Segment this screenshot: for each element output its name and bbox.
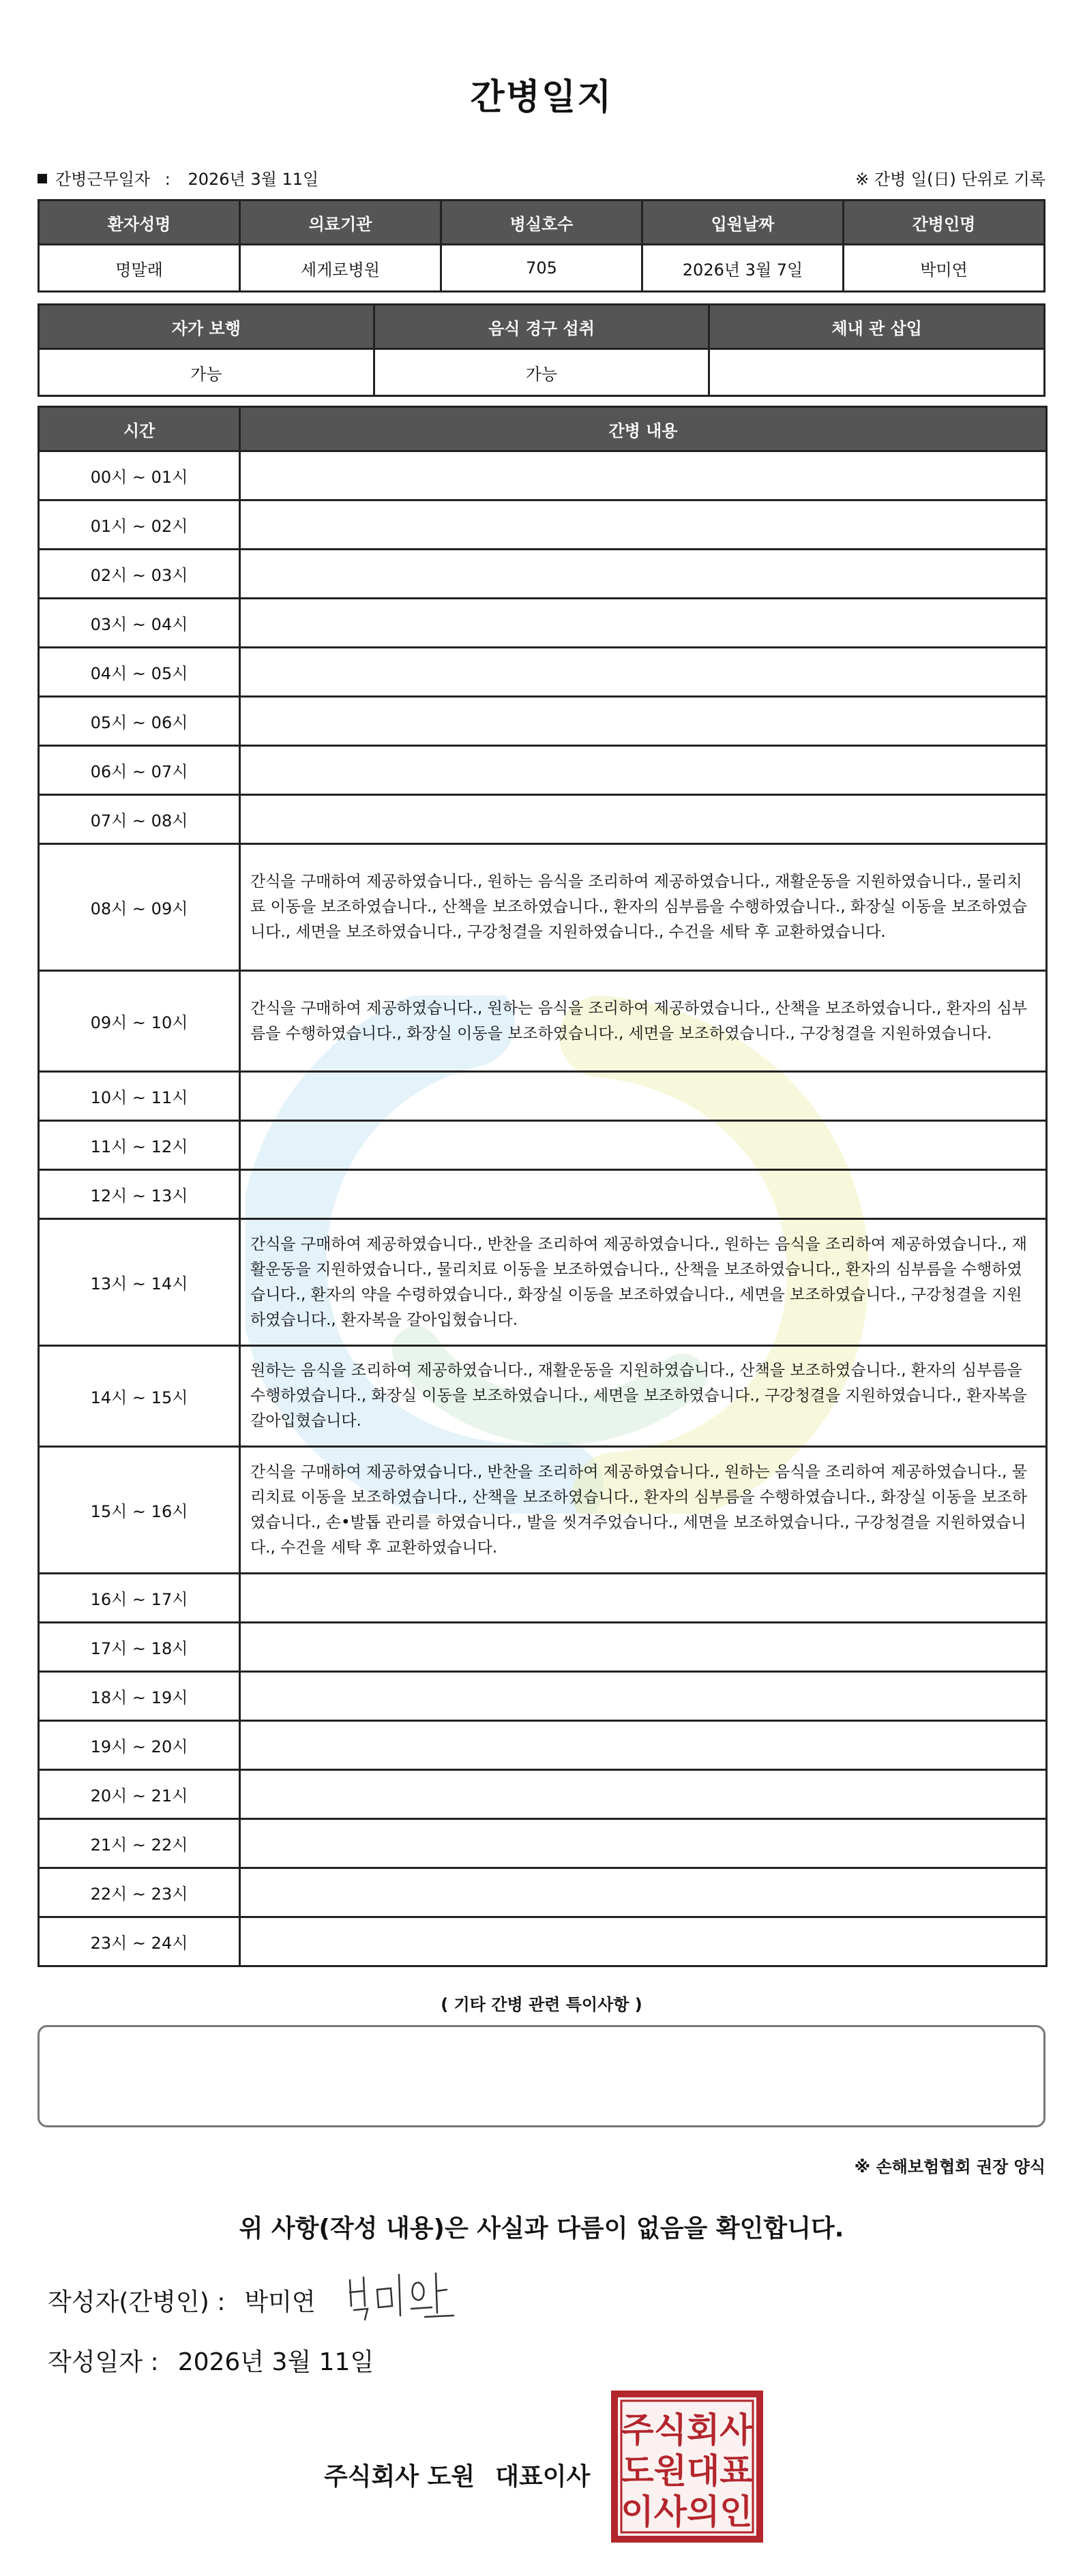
work-date-value: 2026년 3월 11일 [188,170,319,189]
time-slot: 23시 ~ 24시 [39,1917,240,1966]
time-slot: 18시 ~ 19시 [39,1672,240,1721]
company-ceo-title: 대표이사 [495,2463,591,2491]
care-content: 간식을 구매하여 제공하였습니다., 원하는 음식을 조리하여 제공하였습니다., 산책을 보조하였습니다., 환자의 심부름을 수행하였습니다., 화장실 이동을 보조하였습니다., 세면을 보조하였습니다., 구강청결을 지원하였습니다. [240,971,1047,1072]
unit-note: ※ 간병 일(日) 단위로 기록 [855,170,1045,189]
table-row [39,697,1047,746]
care-content [240,451,1047,500]
care-content [240,500,1047,550]
seal-line-2: 도원대표 [621,2451,753,2491]
writer-line [48,2283,316,2318]
caregiver-name-value: 박미연 [844,245,1045,292]
time-slot: 12시 ~ 13시 [39,1170,240,1219]
seal-line-3: 이사의인 [621,2492,753,2532]
header-patient-name: 환자성명 [39,200,240,245]
recommendation-note: ※ 손해보험협회 권장 양식 [854,2157,1045,2176]
written-date-label: 작성일자 : [48,2348,159,2376]
care-content [240,1868,1047,1917]
time-slot: 13시 ~ 14시 [39,1219,240,1346]
table-row [39,648,1047,697]
time-slot: 02시 ~ 03시 [39,550,240,599]
time-slot: 05시 ~ 06시 [39,697,240,746]
time-slot: 04시 ~ 05시 [39,648,240,697]
time-slot: 21시 ~ 22시 [39,1819,240,1868]
care-content: 원하는 음식을 조리하여 제공하였습니다., 재활운동을 지원하였습니다., 산책을 보조하였습니다., 환자의 심부름을 수행하였습니다., 화장실 이동을 보조하였습니다., 세면을 보조하였습니다., 구강청결을 지원하였습니다., 환자복을 갈아입혔습니다. [240,1346,1047,1447]
table-row [39,1574,1047,1623]
admission-date-value: 2026년 3월 7일 [642,245,844,292]
table-row [39,1672,1047,1721]
time-slot: 20시 ~ 21시 [39,1770,240,1819]
writer-name: 박미연 [244,2288,316,2316]
care-content [240,1623,1047,1672]
patient-name-value: 명말래 [39,245,240,292]
status-value-row [39,349,1045,396]
time-slot: 09시 ~ 10시 [39,971,240,1072]
care-log-table [38,406,1048,1967]
table-row [39,1770,1047,1819]
time-slot: 10시 ~ 11시 [39,1072,240,1121]
table-row [39,1072,1047,1121]
header-caregiver-name: 간병인명 [844,200,1045,245]
table-row [39,1623,1047,1672]
care-content [240,1672,1047,1721]
time-slot: 22시 ~ 23시 [39,1868,240,1917]
care-content [240,1121,1047,1170]
care-content [240,697,1047,746]
patient-info-value-row [39,245,1045,292]
table-row [39,451,1047,500]
time-slot: 03시 ~ 04시 [39,599,240,648]
confirmation-statement: 위 사항(작성 내용)은 사실과 다름이 없음을 확인합니다. [239,2215,844,2243]
care-content [240,1819,1047,1868]
table-row [39,1868,1047,1917]
work-date-separator: : [164,170,170,189]
table-row [39,1346,1047,1447]
time-slot: 11시 ~ 12시 [39,1121,240,1170]
self-walking-value: 가능 [39,349,374,396]
table-row [39,746,1047,795]
time-slot: 00시 ~ 01시 [39,451,240,500]
document-title: 간병일지 [470,77,613,118]
care-content [240,648,1047,697]
work-date-line [38,166,318,190]
time-slot: 16시 ~ 17시 [39,1574,240,1623]
care-content [240,1574,1047,1623]
care-content: 간식을 구매하여 제공하였습니다., 원하는 음식을 조리하여 제공하였습니다., 재활운동을 지원하였습니다., 물리치료 이동을 보조하였습니다., 산책을 보조하였습니다., 환자의 심부름을 수행하였습니다., 화장실 이동을 보조하였습니다., 세면을 보조하였습니다., 구강청결을 지원하였습니다., 수건을 세탁 후 교환하였습니다. [240,844,1047,971]
hospital-value: 세게로병원 [240,245,441,292]
care-content [240,1072,1047,1121]
table-row [39,1121,1047,1170]
time-slot: 17시 ~ 18시 [39,1623,240,1672]
table-row [39,599,1047,648]
status-header-row [39,305,1045,349]
table-row [39,1819,1047,1868]
patient-info-table [38,199,1045,293]
square-bullet-icon [38,174,47,183]
patient-info-header-row [39,200,1045,245]
notes-caption: ( 기타 간병 관련 특이사항 ) [441,1995,642,2014]
patient-status-table [38,303,1045,397]
table-row [39,1219,1047,1346]
header-admission-date: 입원날짜 [642,200,844,245]
written-date-value: 2026년 3월 11일 [177,2348,374,2376]
company-seal-stamp-icon [610,2390,764,2543]
time-slot: 07시 ~ 08시 [39,795,240,844]
care-content [240,1917,1047,1966]
special-notes-box [38,2025,1045,2127]
seal-line-1: 주식회사 [621,2410,753,2450]
care-log-header-row [39,407,1047,451]
table-row [39,550,1047,599]
care-content: 간식을 구매하여 제공하였습니다., 반찬을 조리하여 제공하였습니다., 원하는 음식을 조리하여 제공하였습니다., 재활운동을 지원하였습니다., 물리치료 이동을 보조하였습니다., 산책을 보조하였습니다., 환자의 심부름을 수행하였습니다., 환자의 약을 수령하였습니다., 화장실 이동을 보조하였습니다., 세면을 보조하였습니다., 구강청결을 지원하였습니다., 환자복을 갈아입혔습니다. [240,1219,1047,1346]
care-content [240,1170,1047,1219]
care-content [240,746,1047,795]
table-row [39,1917,1047,1966]
time-slot: 06시 ~ 07시 [39,746,240,795]
handwritten-signature-icon [344,2268,464,2322]
header-self-walking: 자가 보행 [39,305,374,349]
time-slot: 15시 ~ 16시 [39,1447,240,1574]
table-row [39,1721,1047,1770]
room-number-value: 705 [441,245,642,292]
table-row [39,1170,1047,1219]
time-slot: 08시 ~ 09시 [39,844,240,971]
care-content [240,795,1047,844]
time-slot: 01시 ~ 02시 [39,500,240,550]
tube-insertion-value [709,349,1045,396]
time-slot: 14시 ~ 15시 [39,1346,240,1447]
writer-label: 작성자(간병인) : [48,2288,226,2316]
company-name: 주식회사 도원 [324,2463,475,2491]
table-row [39,500,1047,550]
header-tube-insertion: 체내 관 삽입 [709,305,1045,349]
work-date-label: 간병근무일자 [55,170,151,189]
table-row [39,844,1047,971]
time-slot: 19시 ~ 20시 [39,1721,240,1770]
written-date-line [48,2343,374,2378]
header-oral-intake: 음식 경구 섭취 [374,305,709,349]
table-row [39,795,1047,844]
header-care-content: 간병 내용 [240,407,1047,451]
care-content [240,1721,1047,1770]
care-content: 간식을 구매하여 제공하였습니다., 반찬을 조리하여 제공하였습니다., 원하는 음식을 조리하여 제공하였습니다., 물리치료 이동을 보조하였습니다., 산책을 보조하였습니다., 환자의 심부름을 수행하였습니다., 화장실 이동을 보조하였습니다., 손•발톱 관리를 하였습니다., 발을 씻겨주었습니다., 세면을 보조하였습니다., 구강청결을 지원하였습니다., 수건을 세탁 후 교환하였습니다. [240,1447,1047,1574]
header-room-number: 병실호수 [441,200,642,245]
header-time: 시간 [39,407,240,451]
header-hospital: 의료기관 [240,200,441,245]
care-content [240,1770,1047,1819]
care-content [240,599,1047,648]
company-line [324,2457,590,2492]
table-row [39,971,1047,1072]
care-content [240,550,1047,599]
table-row [39,1447,1047,1574]
oral-intake-value: 가능 [374,349,709,396]
